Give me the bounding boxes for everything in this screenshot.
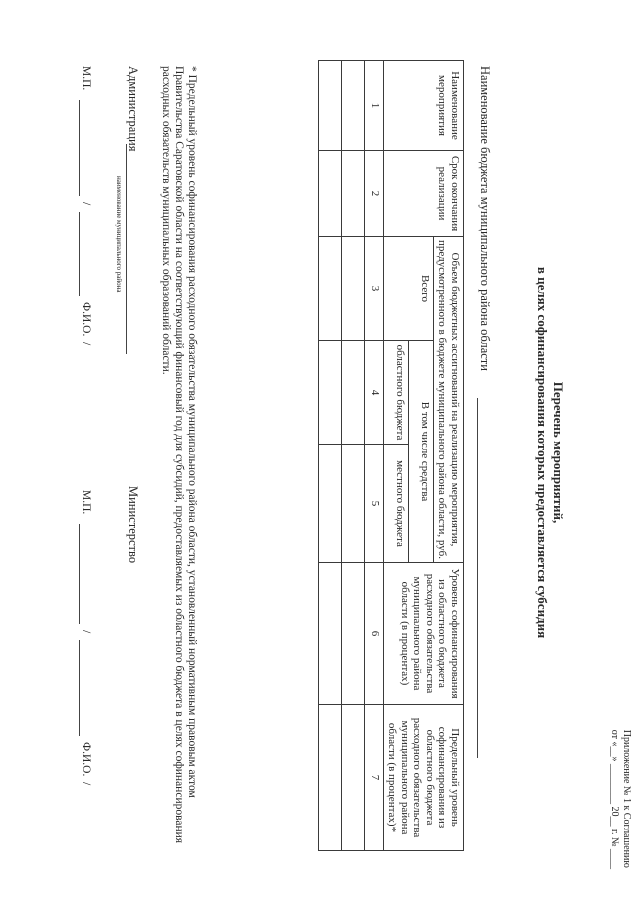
column-number: 6 [365, 563, 384, 705]
administration-label: Администрация [126, 66, 140, 152]
budget-name-label: Наименование бюджета муниципального района области [478, 66, 492, 371]
right-fio-line [79, 640, 80, 736]
appendix-reference [608, 730, 632, 869]
column-number: 3 [365, 237, 384, 341]
table-cell [319, 341, 342, 445]
budget-name-fill-line [477, 398, 478, 758]
measures-table [318, 60, 464, 851]
header-including: В том числе средства [409, 341, 434, 563]
header-budget-volume: Объем бюджетных ассигнований на реализацию мероприятия, предусмотренного в бюджете муниципального района области, руб. [434, 237, 464, 563]
appendix-line-2: от «__» ________ 20__ г. № ____ [609, 729, 620, 869]
header-total: Всего [384, 237, 434, 341]
header-regional-budget: областного бюджета [384, 341, 409, 445]
left-signature-line [79, 100, 80, 196]
ministry-label: Министерство [126, 486, 140, 564]
table-row [342, 61, 365, 851]
column-number: 1 [365, 61, 384, 151]
column-numbers-row [365, 61, 384, 851]
header-cofinancing-level: Уровень софинансирования из областного бюджета расходного обязательства муниципального района области (в процентах) [384, 563, 464, 705]
header-max-cofinancing-level: Предельный уровень софинансирования из областного бюджета расходного обязательства муниципального района области (в процентах)* [384, 705, 464, 851]
table-cell [319, 705, 342, 851]
table-row [319, 61, 342, 851]
header-completion-date: Срок окончания реализации [384, 151, 464, 237]
document-subtitle: в целях софинансирования которых предоставляется субсидия [535, 266, 550, 639]
table-cell [342, 445, 365, 563]
table-cell [342, 341, 365, 445]
right-stamp-label: М.П. [80, 490, 92, 515]
table-cell [319, 61, 342, 151]
left-fio-label: Ф.И.О. [80, 302, 92, 337]
footnote: * Предельный уровень софинансирования расходного обязательства муниципального района области, установленный нормативным правовым актом Правительства Саратовской области на соответствующий финансовый год для субсидий, предоставляемых из областного бюджета в целях софинансирования расходных обязательств муниципальных образований области. [160, 66, 198, 844]
left-fio-line [79, 212, 80, 296]
table-cell [342, 705, 365, 851]
header-local-budget: местного бюджета [384, 445, 409, 563]
table-cell [342, 61, 365, 151]
appendix-line-1: Приложение № 1 к Соглашению [621, 729, 632, 868]
document-title: Перечень мероприятий, [551, 381, 566, 524]
column-number: 4 [365, 341, 384, 445]
right-signature-line [79, 524, 80, 624]
right-signature-block: М.П. / Ф.И.О. / [80, 490, 92, 786]
table-cell [342, 563, 365, 705]
right-fio-label: Ф.И.О. [80, 742, 92, 777]
table-cell [319, 237, 342, 341]
column-number: 5 [365, 445, 384, 563]
administration-fill-line [126, 144, 127, 354]
table-cell [342, 237, 365, 341]
column-number: 2 [365, 151, 384, 237]
table-cell [342, 151, 365, 237]
header-measure-name: Наименование мероприятия [384, 61, 464, 151]
table-cell [319, 563, 342, 705]
table-cell [319, 151, 342, 237]
left-signature-block: М.П. / Ф.И.О. / [80, 66, 92, 346]
column-number: 7 [365, 705, 384, 851]
administration-sublabel: наименование муниципального района [115, 176, 123, 293]
left-stamp-label: М.П. [80, 66, 92, 91]
table-cell [319, 445, 342, 563]
